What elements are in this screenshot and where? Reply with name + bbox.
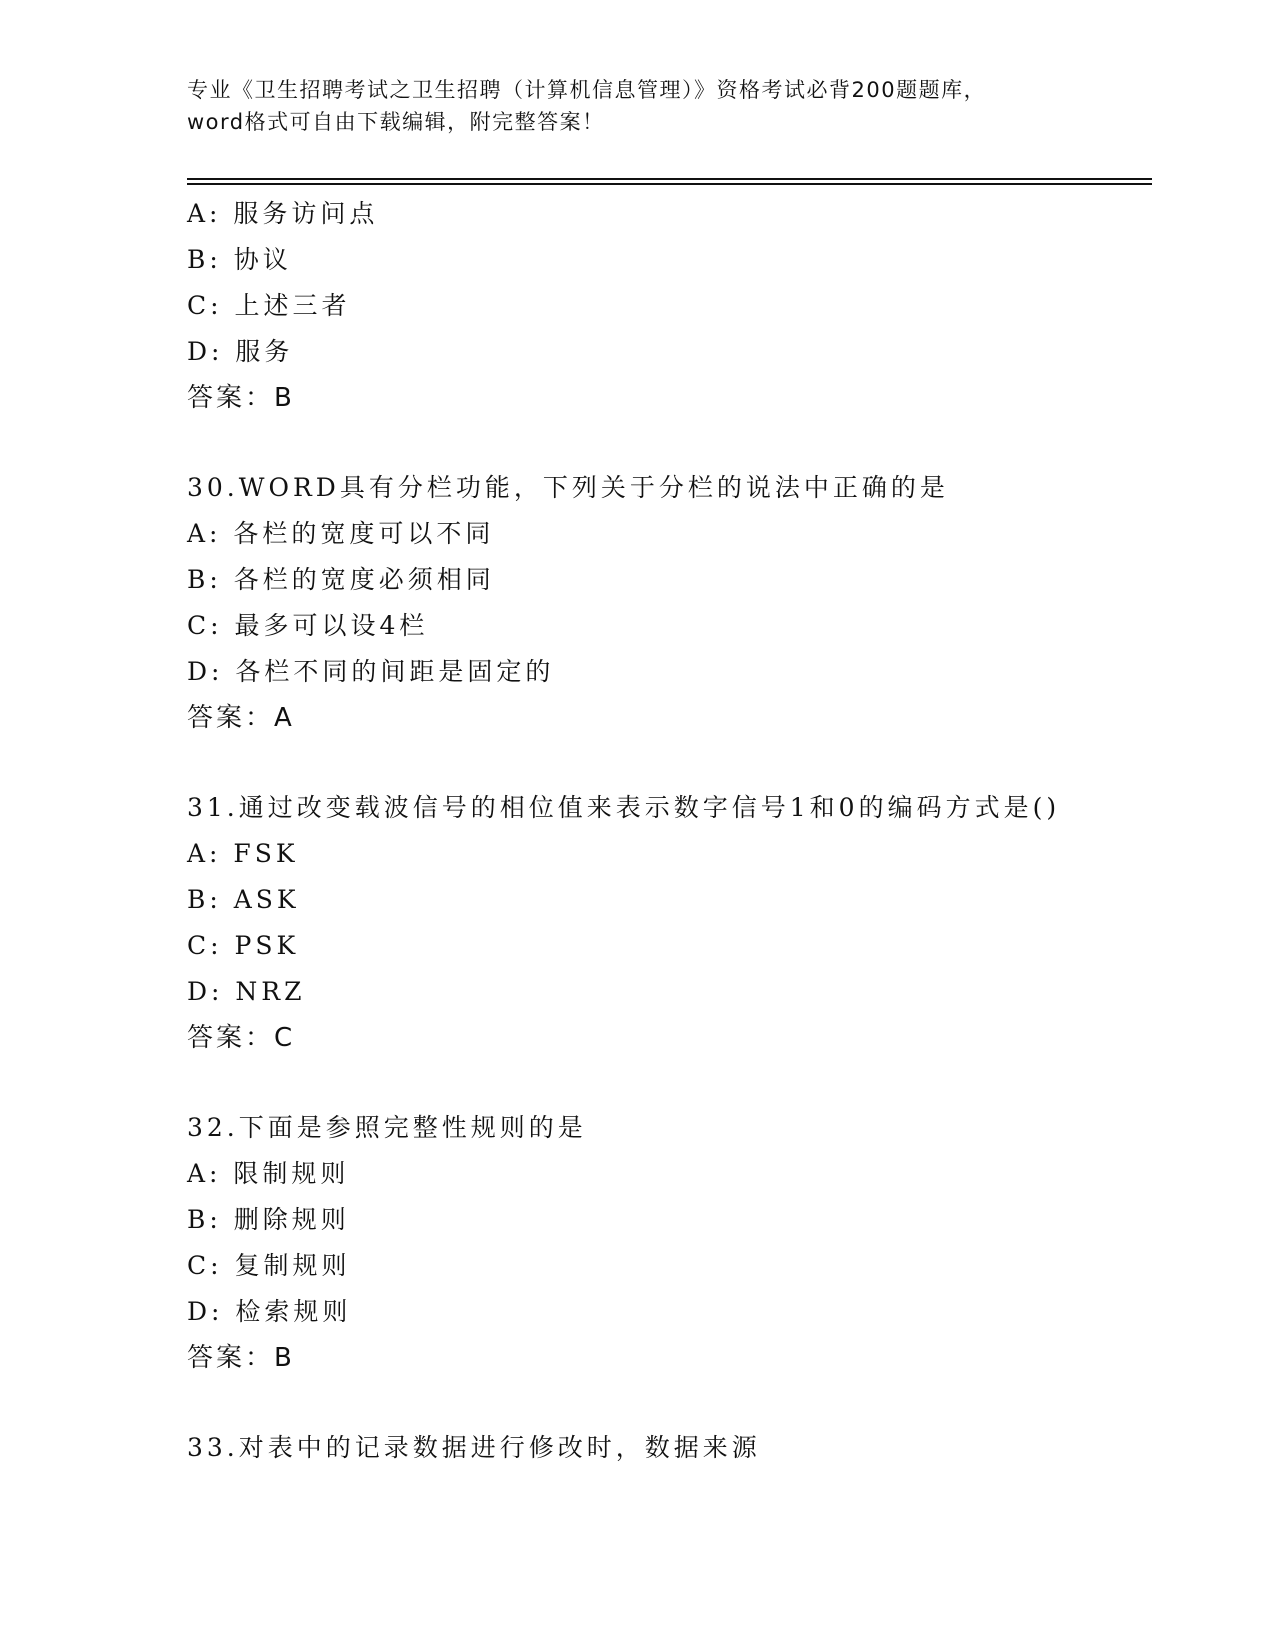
question-31	[187, 785, 1147, 1061]
answer-line: 答案：B	[187, 383, 295, 413]
option-b: B: 协议	[187, 245, 292, 274]
answer-line: 答案：C	[187, 1023, 296, 1053]
spacer	[187, 1381, 1147, 1425]
question-32	[187, 1105, 1147, 1381]
option-a: A: 服务访问点	[187, 199, 379, 228]
option-a: A: 限制规则	[187, 1159, 350, 1188]
option-b: B: ASK	[187, 885, 300, 914]
option-a: A: FSK	[187, 839, 299, 868]
question-text: 32.下面是参照完整性规则的是	[187, 1113, 587, 1142]
question-text: 33.对表中的记录数据进行修改时，数据来源	[187, 1433, 761, 1462]
question-list	[187, 191, 1147, 1471]
header-line-1: 专业《卫生招聘考试之卫生招聘（计算机信息管理）》资格考试必背200题题库，	[187, 78, 987, 102]
question-text: 30.WORD具有分栏功能，下列关于分栏的说法中正确的是	[187, 473, 949, 502]
answer-line: 答案：B	[187, 1343, 295, 1373]
option-c: C: 复制规则	[187, 1251, 351, 1280]
option-b: B: 删除规则	[187, 1205, 350, 1234]
answer-line: 答案：A	[187, 703, 295, 733]
header-divider-top	[187, 178, 1152, 180]
question-33	[187, 1425, 1147, 1471]
option-c: C: 上述三者	[187, 291, 351, 320]
option-c: C: 最多可以设4栏	[187, 611, 429, 640]
document-header	[187, 74, 1087, 138]
spacer	[187, 421, 1147, 465]
header-line-2: word格式可自由下载编辑，附完整答案！	[187, 110, 605, 134]
option-c: C: PSK	[187, 931, 300, 960]
option-b: B: 各栏的宽度必须相同	[187, 565, 495, 594]
option-d: D: 检索规则	[187, 1297, 352, 1326]
header-divider-bottom	[187, 183, 1152, 185]
option-d: D: 各栏不同的间距是固定的	[187, 657, 555, 686]
question-30	[187, 465, 1147, 741]
option-a: A: 各栏的宽度可以不同	[187, 519, 495, 548]
question-29-continued	[187, 191, 1147, 421]
option-d: D: NRZ	[187, 977, 306, 1006]
spacer	[187, 741, 1147, 785]
spacer	[187, 1061, 1147, 1105]
option-d: D: 服务	[187, 337, 294, 366]
question-text: 31.通过改变载波信号的相位值来表示数字信号1和0的编码方式是()	[187, 793, 1061, 822]
